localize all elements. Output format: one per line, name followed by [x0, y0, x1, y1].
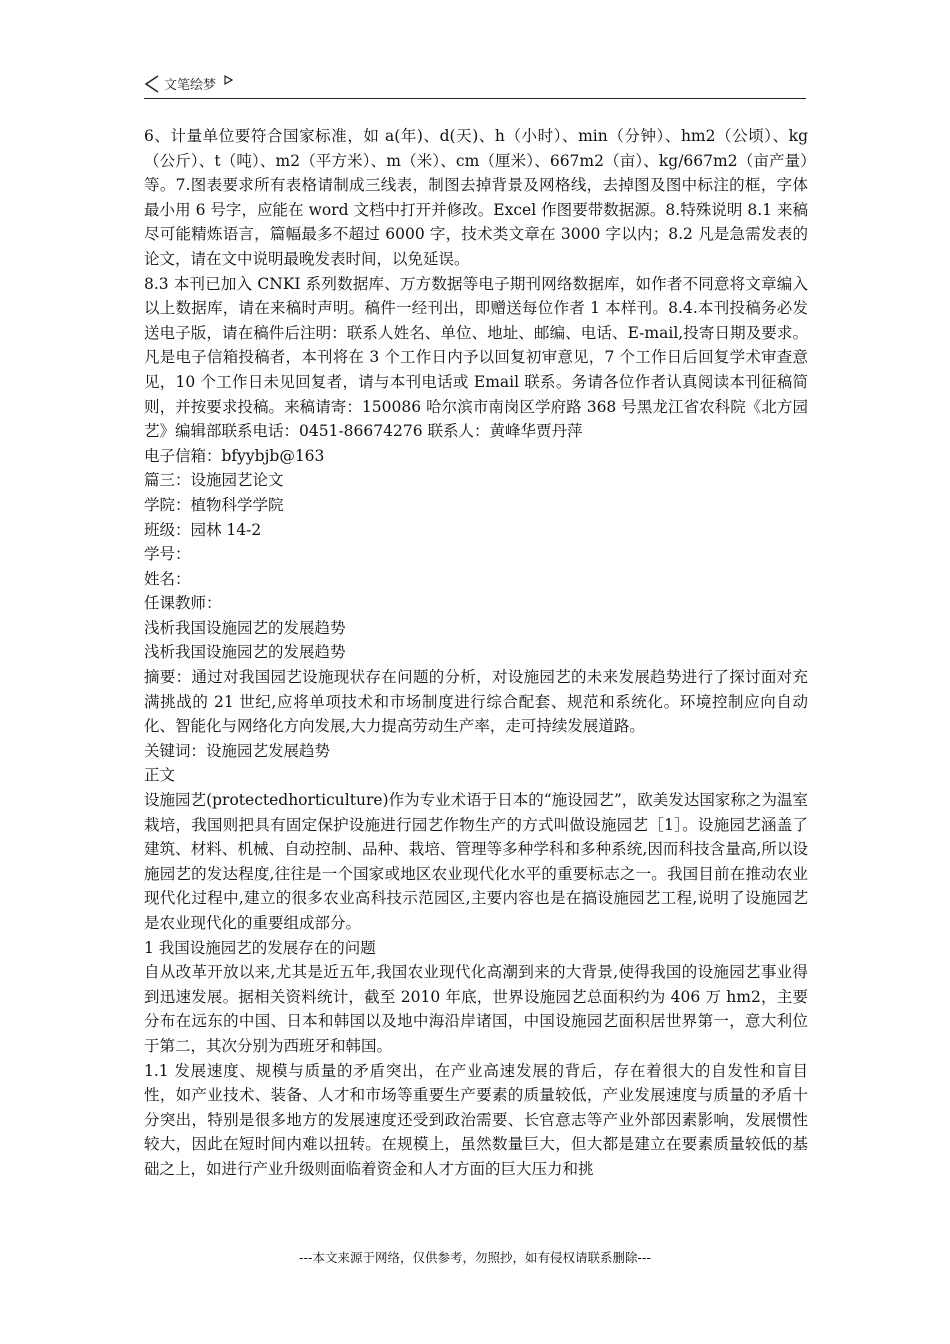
paragraph-part-three-title: 篇三：设施园艺论文	[144, 471, 284, 490]
paragraph-section-1-body: 自从改革开放以来,尤其是近五年,我国农业现代化高潮到来的大背景,使得我国的设施园艺事业得到迅速发展。据相关资料统计，截至 2010 年底，世界设施园艺总面积约为 406 万 hm2，主要分布在远东的中国、日本和韩国以及地中海沿岸诸国，中国设施园艺面积居世界第一，意大利位于第二，其次分别为西班牙和韩国。	[144, 963, 808, 1055]
paragraph-intro: 设施园艺(protectedhorticulture)作为专业术语于日本的“施设园艺”，欧美发达国家称之为温室栽培，我国则把具有固定保护设施进行园艺作物生产的方式叫做设施园艺［1］。设施园艺涵盖了建筑、材料、机械、自动控制、品种、栽培、管理等多种学科和多种系统,因而科技含量高,所以设施园艺的发达程度,往往是一个国家或地区农业现代化水平的重要标志之一。我国目前在推动农业现代化过程中,建立的很多农业高科技示范园区,主要内容也是在搞设施园艺工程,说明了设施园艺是农业现代化的重要组成部分。	[144, 791, 808, 932]
paragraph-teacher: 任课教师：	[144, 594, 222, 613]
header-brand	[144, 74, 233, 93]
paragraph-section-1-1: 1.1 发展速度、规模与质量的矛盾突出，在产业高速发展的背后，存在着很大的自发性和盲目性，如产业技术、装备、人才和市场等重要生产要素的质量较低，产业发展速度与质量的矛盾十分突出，特别是很多地方的发展速度还受到政治需要、长官意志等产业外部因素影响，发展惯性较大，因此在短时间内难以扭转。在规模上，虽然数量巨大，但大都是建立在要素质量较低的基础之上，如进行产业升级则面临着资金和人才方面的巨大压力和挑	[144, 1061, 808, 1178]
paragraph-college: 学院：植物科学学院	[144, 495, 284, 514]
paragraph-section-1-heading: 1 我国设施园艺的发展存在的问题	[144, 938, 376, 957]
page-header	[144, 70, 806, 99]
triangle-right-small-icon	[224, 75, 233, 85]
document-body	[144, 124, 808, 1182]
paragraph-main-text-heading: 正文	[144, 766, 176, 785]
paragraph-name: 姓名：	[144, 569, 191, 588]
paragraph-title-repeat: 浅析我国设施园艺的发展趋势	[144, 643, 346, 662]
paragraph-journal-info: 8.3 本刊已加入 CNKI 系列数据库、万方数据等电子期刊网络数据库，如作者不同意将文章编入以上数据库，请在来稿时声明。稿件一经刊出，即赠送每位作者 1 本样刊。8.4.本刊投稿务必发送电子版，请在稿件后注明：联系人姓名、单位、地址、邮编、电话、E-mail,投寄日期及要求。凡是电子信箱投稿者，本刊将在 3 个工作日内予以回复初审意见，7 个工作日后回复学术审查意见，10 个工作日未见回复者，请与本刊电话或 Email 联系。务请各位作者认真阅读本刊征稿简则，并按要求投稿。来稿请寄：150086 哈尔滨市南岗区学府路 368 号黑龙江省农科院《北方园艺》编辑部联系电话：0451-86674276 联系人：黄峰华贾丹萍	[144, 274, 808, 441]
paragraph-student-id: 学号：	[144, 545, 191, 564]
triangle-left-outline-icon	[144, 75, 160, 93]
header-brand-text: 文笔绘梦	[164, 78, 217, 93]
page-footer-disclaimer: ---本文来源于网络，仅供参考，勿照抄，如有侵权请联系删除---	[298, 1250, 652, 1265]
paragraph-email: 电子信箱：bfyybjb@163	[144, 446, 325, 465]
paragraph-title: 浅析我国设施园艺的发展趋势	[144, 618, 346, 637]
paragraph-submission-guidelines: 6、计量单位要符合国家标准，如 a(年)、d(天)、h（小时）、min（分钟）、hm2（公顷）、kg（公斤）、t（吨）、m2（平方米）、m（米）、cm（厘米）、667m2（亩）、kg/667m2（亩产量）等。7.图表要求所有表格请制成三线表，制图去掉背景及网格线，去掉图及图中标注的框，字体最小用 6 号字，应能在 word 文档中打开并修改。Excel 作图要带数据源。8.特殊说明 8.1 来稿尽可能精炼语言，篇幅最多不超过 6000 字，技术类文章在 3000 字以内；8.2 凡是急需发表的论文，请在文中说明最晚发表时间，以免延误。	[144, 127, 808, 268]
paragraph-abstract: 摘要：通过对我国园艺设施现状存在问题的分析，对设施园艺的未来发展趋势进行了探讨面对充满挑战的 21 世纪,应将单项技术和市场制度进行综合配套、规范和系统化。环境控制应向自动化、智能化与网络化方向发展,大力提高劳动生产率，走可持续发展道路。	[144, 668, 808, 736]
paragraph-keywords: 关键词：设施园艺发展趋势	[144, 741, 331, 760]
paragraph-class: 班级：园林 14-2	[144, 520, 262, 539]
